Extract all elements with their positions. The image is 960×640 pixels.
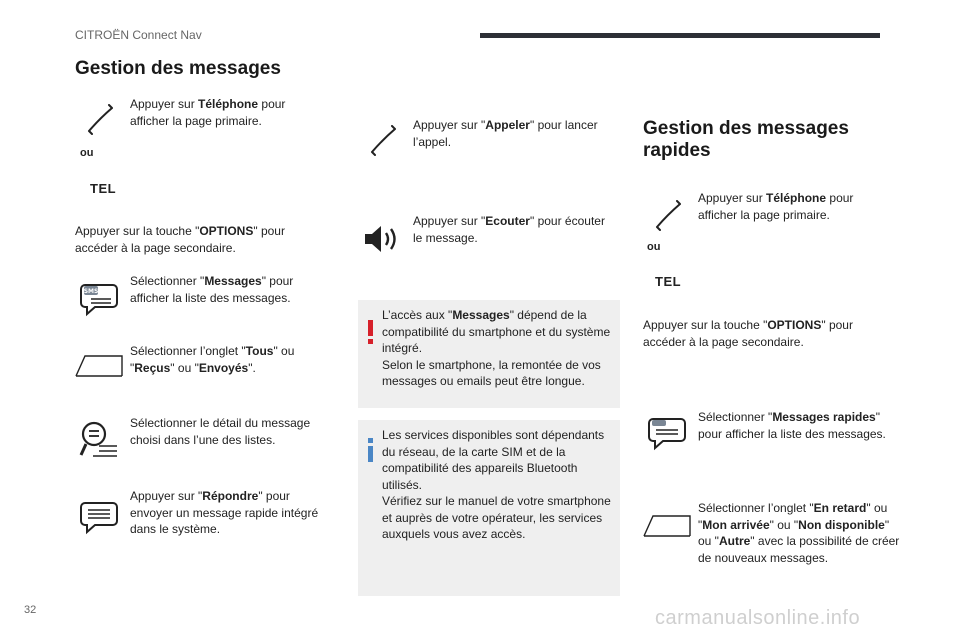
left-step-detail: Sélectionner le détail du message choisi dans l’une des listes. xyxy=(130,416,311,447)
right-step-phone: Appuyer sur Téléphone pour afficher la page primaire. xyxy=(698,191,854,222)
right-step-quick: Sélectionner "Messages rapides" pour afficher la liste des messages. xyxy=(698,410,886,441)
phone-icon xyxy=(653,200,685,232)
reply-icon xyxy=(79,500,119,536)
left-step-tab: Sélectionner l’onglet "Tous" ou "Reçus" ou "Envoyés". xyxy=(130,344,295,375)
left-step-phone: Appuyer sur Téléphone pour afficher la page primaire. xyxy=(130,97,286,128)
warning-icon xyxy=(367,320,375,344)
sms-icon-label: SMS xyxy=(83,288,99,295)
header-product: CITROËN Connect Nav xyxy=(75,28,202,42)
tab-icon xyxy=(75,355,123,377)
right-ou: ou xyxy=(647,241,661,253)
info-text: Les services disponibles sont dépendants du réseau, de la carte SIM et de la compatibilité des appareils Bluetooth utilisés. Vérifiez sur le manuel de votre smartphone et auprès de votre opérateur, les services auxquels vous avez accès. xyxy=(382,428,611,541)
info-icon xyxy=(367,438,375,462)
right-title: Gestion des messages rapides xyxy=(643,118,849,161)
header-bar xyxy=(480,33,880,38)
message-detail-icon xyxy=(79,419,119,461)
left-options-text: Appuyer sur la touche "OPTIONS" pour accéder à la page secondaire. xyxy=(75,224,285,255)
middle-step-call: Appuyer sur "Appeler" pour lancer l’appel. xyxy=(413,118,598,149)
left-tel-button-label: TEL xyxy=(90,181,117,196)
right-step-tab: Sélectionner l’onglet "En retard" ou "Mon arrivée" ou "Non disponible" ou "Autre" avec la possibilité de créer de nouveaux messages. xyxy=(698,501,900,565)
right-options-text: Appuyer sur la touche "OPTIONS" pour accéder à la page secondaire. xyxy=(643,318,853,349)
info-note xyxy=(358,420,620,596)
left-step-reply: Appuyer sur "Répondre" pour envoyer un message rapide intégré dans le système. xyxy=(130,489,319,536)
left-title: Gestion des messages xyxy=(75,58,281,79)
page-number: 32 xyxy=(24,604,37,616)
speaker-icon xyxy=(363,224,401,254)
left-step-messages: Sélectionner "Messages" pour afficher la liste des messages. xyxy=(130,274,294,305)
tab-icon xyxy=(643,515,691,537)
warning-text: L’accès aux "Messages" dépend de la compatibilité du smartphone et du système intégré. Selon le smartphone, la remontée de vos messages ou emails peut être longue. xyxy=(382,308,611,388)
phone-icon xyxy=(85,104,117,136)
left-ou: ou xyxy=(80,147,94,159)
phone-icon xyxy=(368,125,400,157)
right-tel-button-label: TEL xyxy=(655,274,682,289)
watermark: carmanualsonline.info xyxy=(655,607,861,629)
middle-step-listen: Appuyer sur "Ecouter" pour écouter le message. xyxy=(413,214,605,245)
sms-icon xyxy=(79,282,119,318)
warning-note xyxy=(358,300,620,408)
quick-messages-icon xyxy=(647,416,687,452)
